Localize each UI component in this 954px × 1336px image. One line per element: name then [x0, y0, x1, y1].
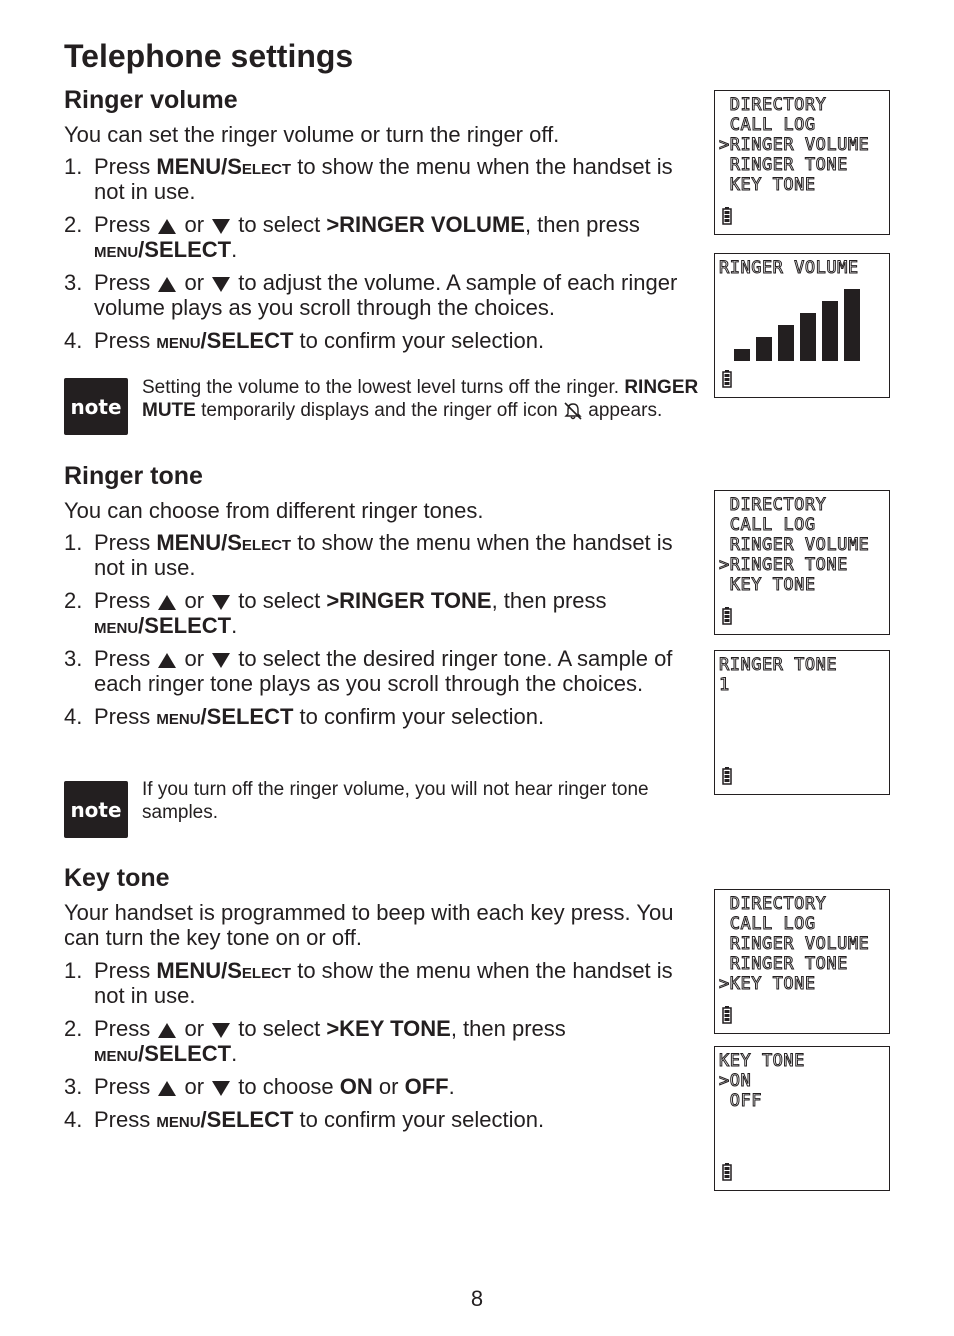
note-text: Setting the volume to the lowest level turns off the ringer. RINGER MUTE temporarily displays and the ringer off icon appears.: [142, 377, 699, 421]
lcd-screen-volume: [714, 253, 890, 398]
up-arrow-icon: [158, 653, 176, 668]
lcd-text: KEY TONE >ON OFF: [719, 1051, 805, 1111]
up-arrow-icon: [158, 1081, 176, 1096]
lcd-screen-menu-tone: [714, 490, 890, 635]
battery-icon: [722, 1006, 732, 1024]
lcd-text: DIRECTORY CALL LOG RINGER VOLUME >RINGER TONE KEY TONE: [719, 495, 870, 595]
section-heading-ringer-tone: Ringer tone: [64, 462, 203, 490]
list-item: 4. Press menu/SELECT to confirm your selection.: [64, 1107, 545, 1132]
up-arrow-icon: [158, 219, 176, 234]
lcd-text: DIRECTORY CALL LOG RINGER VOLUME RINGER TONE >KEY TONE: [719, 894, 870, 994]
section-heading-key-tone: Key tone: [64, 864, 170, 892]
volume-level-bar: [734, 349, 750, 361]
lcd-screen-menu-volume: [714, 90, 890, 235]
list-item: 1. Press MENU/Select to show the menu when the handset is not in use.: [64, 154, 673, 204]
lcd-screen-key: [714, 1046, 890, 1191]
battery-icon: [722, 767, 732, 785]
page-title: Telephone settings: [64, 38, 354, 74]
note-badge: note: [64, 781, 128, 838]
volume-level-bar: [800, 313, 816, 361]
lcd-screen-menu-key: [714, 889, 890, 1034]
ringer-off-icon: [563, 401, 583, 421]
battery-icon: [722, 207, 732, 225]
list-item: 3. Press or to select the desired ringer tone. A sample of each ringer tone plays as you scroll through the choices.: [64, 646, 673, 696]
battery-icon: [722, 1163, 732, 1181]
down-arrow-icon: [212, 219, 230, 234]
note-badge: note: [64, 378, 128, 435]
list-item: 2. Press or to select >KEY TONE, then press menu/SELECT.: [64, 1016, 566, 1066]
list-item: 3. Press or to adjust the volume. A sample of each ringer volume plays as you scroll through the choices.: [64, 270, 678, 320]
ringer-tone-steps: [64, 530, 694, 737]
key-tone-steps: [64, 958, 694, 1140]
list-item: 3. Press or to choose ON or OFF.: [64, 1074, 455, 1099]
list-item: 4. Press menu/SELECT to confirm your selection.: [64, 328, 545, 353]
volume-level-bar: [756, 337, 772, 361]
list-item: 2. Press or to select >RINGER VOLUME, then press menu/SELECT.: [64, 212, 640, 262]
down-arrow-icon: [212, 1081, 230, 1096]
lcd-text: RINGER VOLUME: [719, 258, 859, 278]
down-arrow-icon: [212, 277, 230, 292]
ringer-volume-steps: [64, 154, 694, 361]
battery-icon: [722, 607, 732, 625]
ringer-volume-intro: You can set the ringer volume or turn the ringer off.: [64, 122, 560, 147]
lcd-text: RINGER TONE 1: [719, 655, 838, 695]
down-arrow-icon: [212, 1023, 230, 1038]
page-number: 8: [470, 1286, 484, 1311]
ringer-tone-intro: You can choose from different ringer tones.: [64, 498, 484, 523]
list-item: 2. Press or to select >RINGER TONE, then press menu/SELECT.: [64, 588, 607, 638]
down-arrow-icon: [212, 595, 230, 610]
up-arrow-icon: [158, 277, 176, 292]
lcd-screen-tone: [714, 650, 890, 795]
list-item: 1. Press MENU/Select to show the menu when the handset is not in use.: [64, 530, 673, 580]
volume-level-bar: [844, 289, 860, 361]
up-arrow-icon: [158, 1023, 176, 1038]
key-tone-intro: Your handset is programmed to beep with each key press. You can turn the key tone on or off.: [64, 900, 674, 950]
down-arrow-icon: [212, 653, 230, 668]
volume-level-bar: [778, 325, 794, 361]
note-text: If you turn off the ringer volume, you will not hear ringer tone samples.: [142, 779, 649, 823]
up-arrow-icon: [158, 595, 176, 610]
list-item: 1. Press MENU/Select to show the menu when the handset is not in use.: [64, 958, 673, 1008]
battery-icon: [722, 370, 732, 388]
lcd-text: DIRECTORY CALL LOG >RINGER VOLUME RINGER TONE KEY TONE: [719, 95, 870, 195]
list-item: 4. Press menu/SELECT to confirm your selection.: [64, 704, 545, 729]
volume-level-bar: [822, 301, 838, 361]
section-heading-ringer-volume: Ringer volume: [64, 86, 238, 114]
